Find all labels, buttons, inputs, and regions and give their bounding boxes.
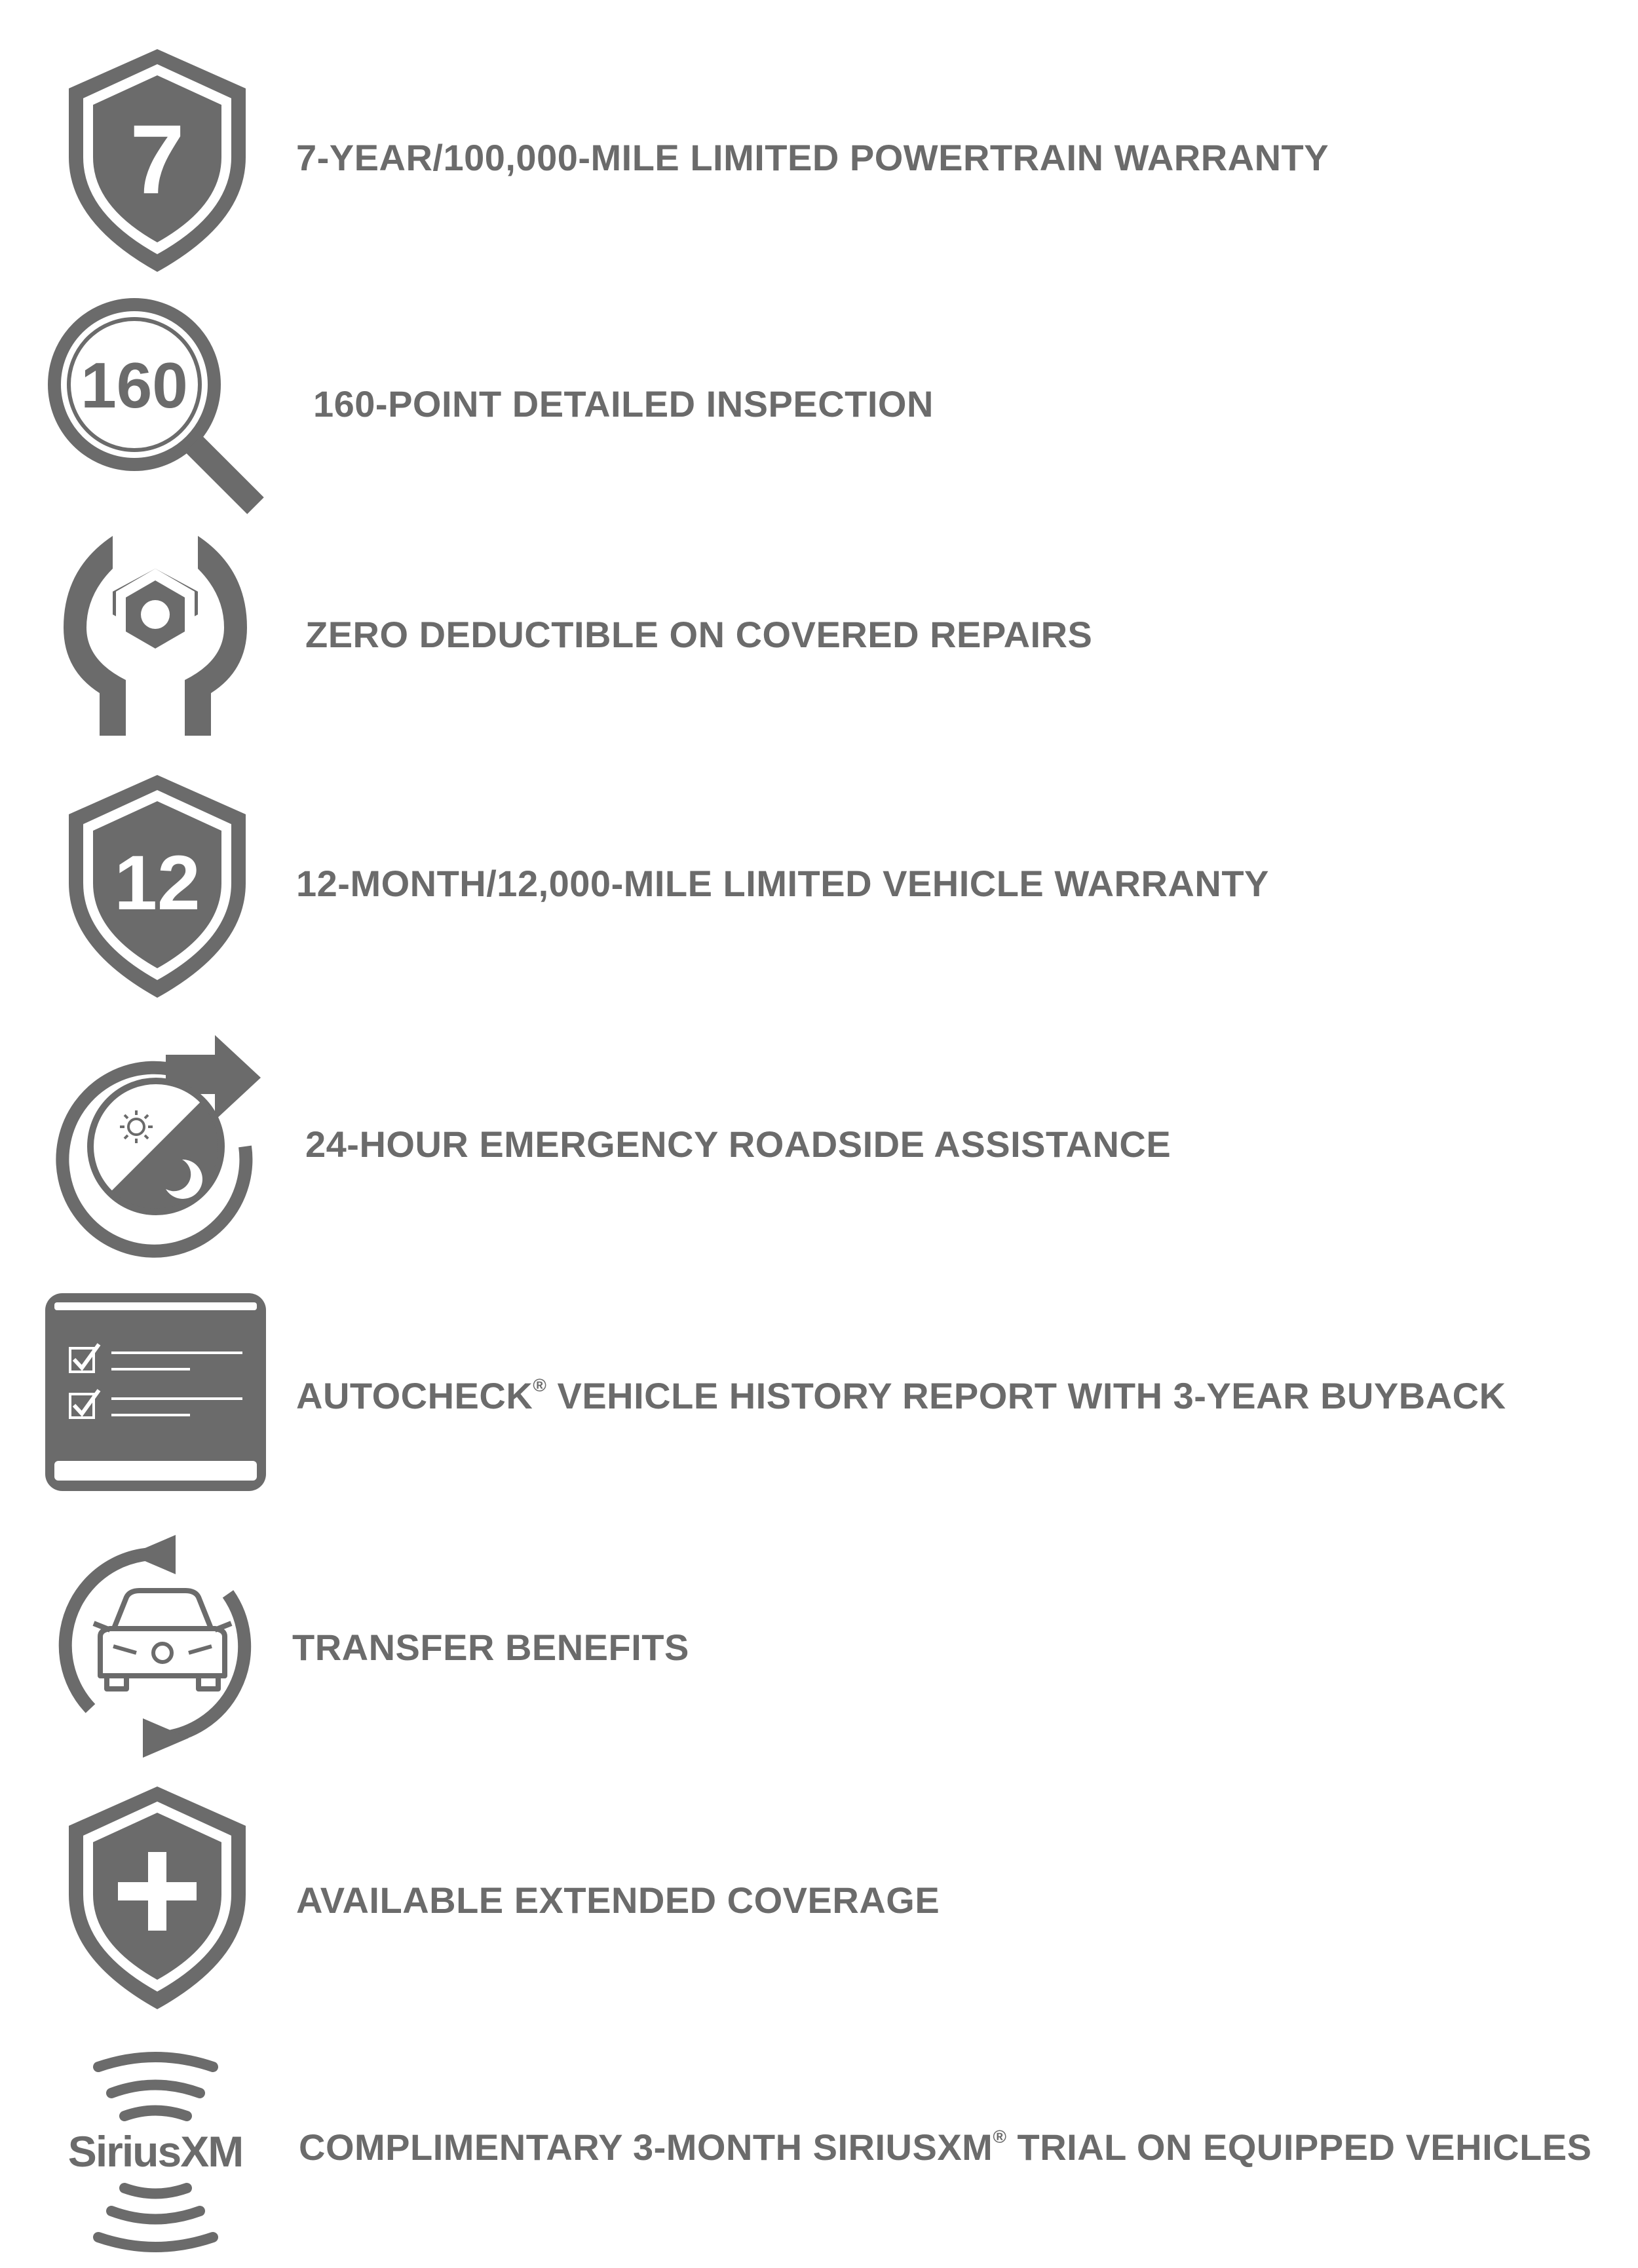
benefit-label — [299, 2128, 1592, 2166]
benefit-label-text: COMPLIMENTARY 3-MONTH SIRIUSXM — [299, 2126, 993, 2168]
siriusxm-logo-text: SiriusXM — [67, 2127, 243, 2176]
benefit-label-text: TRIAL ON EQUIPPED VEHICLES — [1006, 2126, 1592, 2168]
benefit-label: TRANSFER BENEFITS — [292, 1627, 689, 1668]
benefit-label: 160-POINT DETAILED INSPECTION — [313, 383, 934, 425]
benefit-label — [296, 1376, 1506, 1414]
benefit-label: 12-MONTH/12,000-MILE LIMITED VEHICLE WARRANTY — [296, 863, 1269, 904]
siriusxm-logo-icon — [39, 2047, 272, 2257]
checklist-report-icon — [43, 1291, 269, 1494]
shield-7-icon — [62, 46, 252, 275]
shield-icon-number: 12 — [114, 840, 200, 926]
benefit-label: ZERO DEDUCTIBLE ON COVERED REPAIRS — [305, 614, 1093, 655]
registered-mark: ® — [993, 2126, 1007, 2147]
benefit-label: AVAILABLE EXTENDED COVERAGE — [296, 1880, 940, 1921]
benefit-label-text: AUTOCHECK — [296, 1375, 533, 1416]
shield-plus-icon — [62, 1783, 252, 2013]
shield-icon-number: 7 — [130, 104, 185, 214]
magnifier-icon-number: 160 — [81, 349, 188, 421]
day-night-clock-icon — [51, 1029, 261, 1258]
magnifier-160-icon — [46, 296, 269, 519]
registered-mark: ® — [533, 1375, 547, 1395]
shield-12-icon — [62, 772, 252, 1001]
benefit-label: 7-YEAR/100,000-MILE LIMITED POWERTRAIN WARRANTY — [296, 137, 1329, 178]
benefit-label: 24-HOUR EMERGENCY ROADSIDE ASSISTANCE — [305, 1124, 1171, 1165]
benefit-label-text: VEHICLE HISTORY REPORT WITH 3-YEAR BUYBACK — [546, 1375, 1506, 1416]
wrench-nut-icon — [54, 529, 257, 739]
car-transfer-icon — [51, 1532, 261, 1761]
